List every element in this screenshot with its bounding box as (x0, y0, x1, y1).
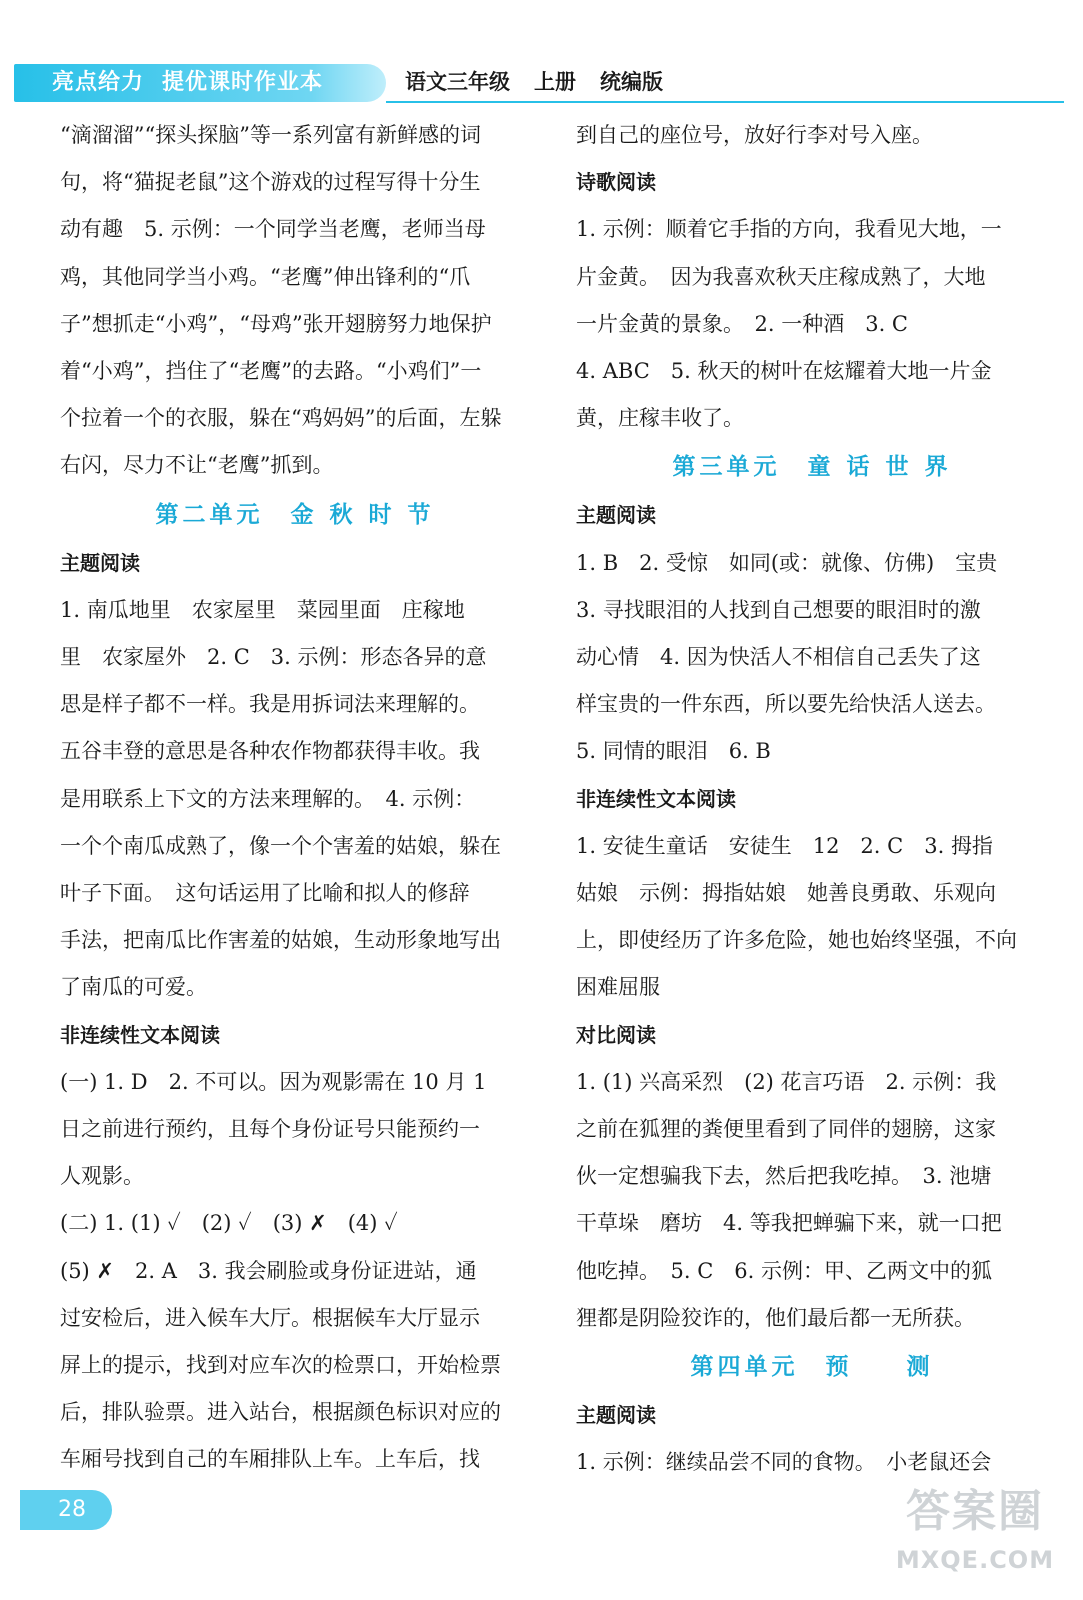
text-line: 个拉着一个的衣服，躲在“鸡妈妈”的后面，左躲 (60, 406, 502, 431)
text-line: 人观影。 (60, 1164, 144, 1189)
subject-grade: 语文三年级 (405, 70, 510, 94)
text-line: 5. 同情的眼泪 6. B (576, 739, 771, 764)
text-line: 姑娘 示例：拇指姑娘 她善良勇敢、乐观向 (576, 881, 996, 906)
text-line: 困难屈服 (576, 975, 660, 1000)
text-line: 3. 寻找眼泪的人找到自己想要的眼泪时的激 (576, 597, 981, 622)
text-line: 干草垛 磨坊 4. 等我把蝉骗下来，就一口把 (576, 1211, 1002, 1236)
text-line: 样宝贵的一件东西，所以要先给快活人送去。 (576, 692, 996, 717)
left-column (60, 112, 530, 1484)
poem-reading-heading: 诗歌阅读 (576, 170, 656, 195)
watermark (880, 1484, 1070, 1594)
brand-name: 亮点给力 (52, 70, 145, 95)
text-line: 了南瓜的可爱。 (60, 975, 207, 1000)
text-line: 动心情 4. 因为快活人不相信自己丢失了这 (576, 645, 981, 670)
text-line: 上，即使经历了许多危险，她也始终坚强，不向 (576, 928, 1017, 953)
text-line: 车厢号找到自己的车厢排队上车。上车后，找 (60, 1447, 480, 1472)
text-line: 片金黄。 因为我喜欢秋天庄稼成熟了，大地 (576, 264, 986, 289)
brand-text (52, 68, 323, 98)
text-line: 他吃掉。 5. C 6. 示例：甲、乙两文中的狐 (576, 1258, 992, 1283)
book-info (405, 64, 687, 100)
text-line: 子”想抓走“小鸡”，“母鸡”张开翅膀努力地保护 (60, 311, 492, 336)
edition: 统编版 (600, 70, 663, 94)
text-line: 1. 南瓜地里 农家屋里 菜园里面 庄稼地 (60, 597, 465, 622)
unit-2-title: 第二单元 金 秋 时 节 (155, 501, 435, 528)
text-line: 伙一定想骗我下去，然后把我吃掉。 3. 池塘 (576, 1164, 992, 1189)
unit-3-title: 第三单元 童 话 世 界 (672, 454, 952, 481)
text-line: 1. (1) 兴高采烈 (2) 花言巧语 2. 示例：我 (576, 1069, 997, 1094)
unit-4-title: 第四单元 预 测 (690, 1354, 934, 1381)
text-line: 1. 示例：顺着它手指的方向，我看见大地，一 (576, 217, 1002, 242)
series-name: 提优课时作业本 (162, 70, 324, 95)
text-line: 五谷丰登的意思是各种农作物都获得丰收。我 (60, 739, 480, 764)
text-line: 后，排队验票。进入站台，根据颜色标识对应的 (60, 1400, 501, 1425)
unit-4-theme-heading: 主题阅读 (576, 1403, 656, 1428)
text-line: (一) 1. D 2. 不可以。因为观影需在 10 月 1 (60, 1069, 487, 1094)
unit-2-theme-heading: 主题阅读 (60, 550, 140, 575)
unit-3-theme-heading: 主题阅读 (576, 503, 656, 528)
text-line: (二) 1. (1) ✓ (2) ✓ (3) ✗ (4) ✓ (60, 1211, 398, 1236)
text-line: 鸡，其他同学当小鸡。“老鹰”伸出锋利的“爪 (60, 264, 471, 289)
unit-3-noncontinuous-heading: 非连续性文本阅读 (576, 786, 736, 811)
text-line: 动有趣 5. 示例：一个同学当老鹰，老师当母 (60, 217, 486, 242)
page-number: 28 (20, 1490, 112, 1530)
watermark-url: MXQE.COM (895, 1546, 1055, 1574)
text-line: (5) ✗ 2. A 3. 我会刷脸或身份证进站，通 (60, 1258, 477, 1283)
text-line: 1. B 2. 受惊 如同(或：就像、仿佛) 宝贵 (576, 550, 998, 575)
text-line: 里 农家屋外 2. C 3. 示例：形态各异的意 (60, 645, 487, 670)
text-line: 1. 安徒生童话 安徒生 12 2. C 3. 拇指 (576, 833, 993, 858)
text-line: 到自己的座位号，放好行李对号入座。 (576, 123, 933, 147)
text-line: 狸都是阴险狡诈的，他们最后都一无所获。 (576, 1305, 975, 1330)
text-line: 4. ABC 5. 秋天的树叶在炫耀着大地一片金 (576, 359, 992, 384)
header-rule (386, 101, 1064, 103)
text-line: 屏上的提示，找到对应车次的检票口，开始检票 (60, 1353, 501, 1378)
text-line: 着“小鸡”，挡住了“老鹰”的去路。“小鸡们”一 (60, 359, 482, 384)
text-line: 日之前进行预约，且每个身份证号只能预约一 (60, 1117, 480, 1142)
text-line: 黄，庄稼丰收了。 (576, 406, 744, 431)
text-line: “滴溜溜”“探头探脑”等一系列富有新鲜感的词 (60, 123, 481, 147)
unit-3-compare-heading: 对比阅读 (576, 1022, 656, 1047)
text-line: 之前在狐狸的粪便里看到了同伴的翅膀，这家 (576, 1117, 996, 1142)
text-line: 一片金黄的景象。 2. 一种酒 3. C (576, 311, 908, 336)
text-line: 叶子下面。 这句话运用了比喻和拟人的修辞 (60, 881, 470, 906)
text-line: 过安检后，进入候车大厅。根据候车大厅显示 (60, 1305, 480, 1330)
text-line: 右闪，尽力不让“老鹰”抓到。 (60, 453, 334, 478)
page-header (0, 0, 1083, 110)
text-line: 是用联系上下文的方法来理解的。 4. 示例： (60, 786, 476, 811)
text-line: 思是样子都不一样。我是用拆词法来理解的。 (60, 692, 480, 717)
text-line: 一个个南瓜成熟了，像一个个害羞的姑娘，躲在 (60, 833, 501, 858)
unit-2-noncontinuous-heading: 非连续性文本阅读 (60, 1022, 220, 1047)
text-line: 1. 示例：继续品尝不同的食物。 小老鼠还会 (576, 1450, 992, 1475)
volume: 上册 (534, 70, 576, 94)
text-line: 句，将“猫捉老鼠”这个游戏的过程写得十分生 (60, 170, 481, 195)
right-column (576, 112, 1048, 1486)
watermark-logo-text: 答案圈 (906, 1486, 1044, 1537)
text-line: 手法，把南瓜比作害羞的姑娘，生动形象地写出 (60, 928, 501, 953)
